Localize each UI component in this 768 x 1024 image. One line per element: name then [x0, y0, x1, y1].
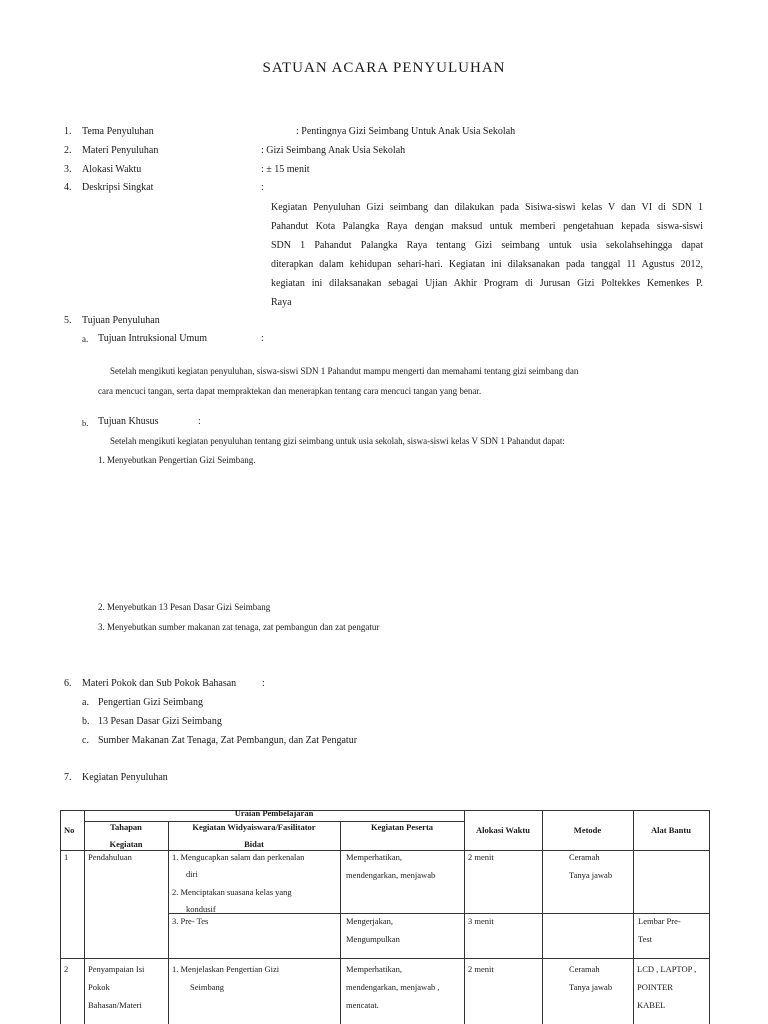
- tujuan-khusus-colon: :: [198, 416, 201, 427]
- tujuan-khusus-letter: b.: [82, 418, 89, 428]
- table-border: [633, 810, 634, 1024]
- row1b-alat-1: Lembar Pre-: [638, 916, 681, 926]
- row2-peserta-1: Memperhatikan,: [346, 964, 402, 974]
- header-tahapan-2: Kegiatan: [109, 839, 143, 849]
- row2-alat-1: LCD , LAPTOP ,: [637, 964, 697, 974]
- header-uraian: Uraian Pembelajaran: [234, 808, 314, 818]
- row2-peserta-2: mendengarkan, menjawab ,: [346, 982, 440, 992]
- row1b-peserta-1: Mengerjakan,: [346, 916, 393, 926]
- header-no: No: [64, 825, 75, 835]
- row2-widya-1: 1. Menjelaskan Pengertian Gizi: [172, 964, 280, 974]
- materi-colon: :: [262, 678, 265, 689]
- row1b-peserta-2: Mengumpulkan: [346, 934, 400, 944]
- deskripsi-line: SDN 1 Pahandut Palangka Raya tentang Gizi seimbang untuk usia sekolahsehingga dapat: [271, 240, 703, 251]
- item-2-label: Materi Penyuluhan: [82, 145, 159, 156]
- header-alat: Alat Bantu: [651, 825, 691, 835]
- deskripsi-paragraph: [271, 198, 703, 312]
- table-border: [168, 913, 710, 914]
- item-4-value: :: [261, 182, 264, 193]
- tujuan-khusus-intro: Setelah mengikuti kegiatan penyuluhan tentang gizi seimbang untuk usia sekolah, siswa-siswi kelas V SDN 1 Pahandut dapat:: [110, 436, 565, 446]
- item-3-value: : ± 15 menit: [261, 164, 310, 175]
- table-border: [60, 810, 61, 1024]
- row1-alokasi: 2 menit: [468, 852, 494, 862]
- row2-alat-2: POINTER: [637, 982, 673, 992]
- item-4-label: Deskripsi Singkat: [82, 182, 154, 193]
- row2-alokasi: 2 menit: [468, 964, 494, 974]
- materi-c: Sumber Makanan Zat Tenaga, Zat Pembangun, dan Zat Pengatur: [98, 735, 358, 746]
- row2-tahapan-1: Penyampaian Isi: [88, 964, 145, 974]
- row1b-widya: 3. Pre- Tes: [172, 916, 209, 926]
- kegiatan-number: 7.: [64, 772, 72, 783]
- row1-widya-1a: 1. Mengucapkan salam dan perkenalan: [172, 852, 305, 862]
- item-1-number: 1.: [64, 126, 72, 137]
- table-border: [340, 821, 341, 1024]
- row2-metode-2: Tanya jawab: [569, 982, 613, 992]
- item-3-number: 3.: [64, 164, 72, 175]
- row2-widya-2: Seimbang: [190, 982, 224, 992]
- tujuan-label: Tujuan Penyuluhan: [82, 315, 160, 326]
- header-alokasi: Alokasi Waktu: [476, 825, 530, 835]
- tujuan-umum-text-2: cara mencuci tangan, serta dapat mempraktekan dan menerapkan tentang cara mencuci tangan yang benar.: [98, 386, 482, 396]
- header-tahapan: Tahapan: [110, 822, 142, 832]
- row1b-alat-2: Test: [638, 934, 653, 944]
- row2-peserta-3: mencatat.: [346, 1000, 379, 1010]
- materi-label: Materi Pokok dan Sub Pokok Bahasan: [82, 678, 237, 689]
- tujuan-umum-colon: :: [261, 333, 264, 344]
- tujuan-umum-text-1: Setelah mengikuti kegiatan penyuluhan, siswa-siswi SDN 1 Pahandut mampu mengerti dan memahami tentang gizi seimbang dan: [110, 366, 579, 376]
- deskripsi-line: kegiatan ini dilaksanakan sebagai Ujian Akhir Program di Jurusan Gizi Poltekkes Kemenkes P.: [271, 278, 703, 289]
- table-border: [542, 810, 543, 1024]
- deskripsi-line: Pahandut Kota Palangka Raya dengan maksud untuk memberi pengetahuan kepada siswa-siswi: [271, 221, 703, 232]
- row2-tahapan-3: Bahasan/Materi: [88, 1000, 142, 1010]
- tujuan-khusus-1: 1. Menyebutkan Pengertian Gizi Seimbang.: [98, 455, 256, 465]
- row1b-alokasi: 3 menit: [468, 916, 494, 926]
- materi-c-letter: c.: [82, 735, 89, 746]
- item-3-label: Alokasi Waktu: [82, 164, 142, 175]
- deskripsi-line: diterapkan dalam kehidupan sehari-hari. Kegiatan ini dilaksanakan pada tanggal 11 Agustus 2012,: [271, 259, 703, 270]
- row2-alat-3: KABEL: [637, 1000, 666, 1010]
- deskripsi-line: Raya: [271, 297, 292, 308]
- tujuan-khusus-3: 3. Menyebutkan sumber makanan zat tenaga, zat pembangun dan zat pengatur: [98, 622, 380, 632]
- item-1-value: : Pentingnya Gizi Seimbang Untuk Anak Usia Sekolah: [296, 126, 516, 137]
- row1-widya-1b: diri: [186, 869, 198, 879]
- row1-no: 1: [64, 852, 69, 862]
- tujuan-khusus-2: 2. Menyebutkan 13 Pesan Dasar Gizi Seimbang: [98, 602, 271, 612]
- item-2-value: : Gizi Seimbang Anak Usia Sekolah: [261, 145, 406, 156]
- item-1-label: Tema Penyuluhan: [82, 126, 154, 137]
- row1-widya-2b: kondusif: [186, 904, 216, 914]
- header-metode: Metode: [573, 825, 602, 835]
- header-widyaiswara: Kegiatan Widyaiswara/Fasilitator: [192, 822, 316, 832]
- deskripsi-line: Kegiatan Penyuluhan Gizi seimbang dan dilakukan pada Sisiwa-siswi kelas V dan VI di SDN 1: [271, 202, 703, 213]
- materi-number: 6.: [64, 678, 72, 689]
- materi-a-letter: a.: [82, 697, 89, 708]
- materi-a: Pengertian Gizi Seimbang: [98, 697, 203, 708]
- row2-metode-1: Ceramah: [569, 964, 600, 974]
- page-title: SATUAN ACARA PENYULUHAN: [262, 60, 506, 76]
- table-border: [464, 810, 465, 1024]
- tujuan-umum-letter: a.: [82, 334, 89, 344]
- row2-tahapan-2: Pokok: [88, 982, 110, 992]
- item-2-number: 2.: [64, 145, 72, 156]
- header-peserta: Kegiatan Peserta: [370, 822, 434, 832]
- table-border: [709, 810, 710, 1024]
- row1-widya-2a: 2. Menciptakan suasana kelas yang: [172, 887, 292, 897]
- materi-b: 13 Pesan Dasar Gizi Seimbang: [98, 716, 222, 727]
- tujuan-khusus-label: Tujuan Khusus: [98, 416, 159, 427]
- row1-tahapan: Pendahuluan: [88, 852, 132, 862]
- tujuan-umum-label: Tujuan Intruksional Umum: [98, 333, 208, 344]
- tujuan-number: 5.: [64, 315, 72, 326]
- row1-peserta-1: Memperhatikan,: [346, 852, 402, 862]
- row1-peserta-2: mendengarkan, menjawab: [346, 870, 436, 880]
- header-widyaiswara-2: Bidat: [244, 839, 264, 849]
- kegiatan-label: Kegiatan Penyuluhan: [82, 772, 168, 783]
- table-border: [60, 958, 710, 959]
- row1-metode-1: Ceramah: [569, 852, 600, 862]
- item-4-number: 4.: [64, 182, 72, 193]
- row1-metode-2: Tanya jawab: [569, 870, 613, 880]
- row2-no: 2: [64, 964, 69, 974]
- materi-b-letter: b.: [82, 716, 90, 727]
